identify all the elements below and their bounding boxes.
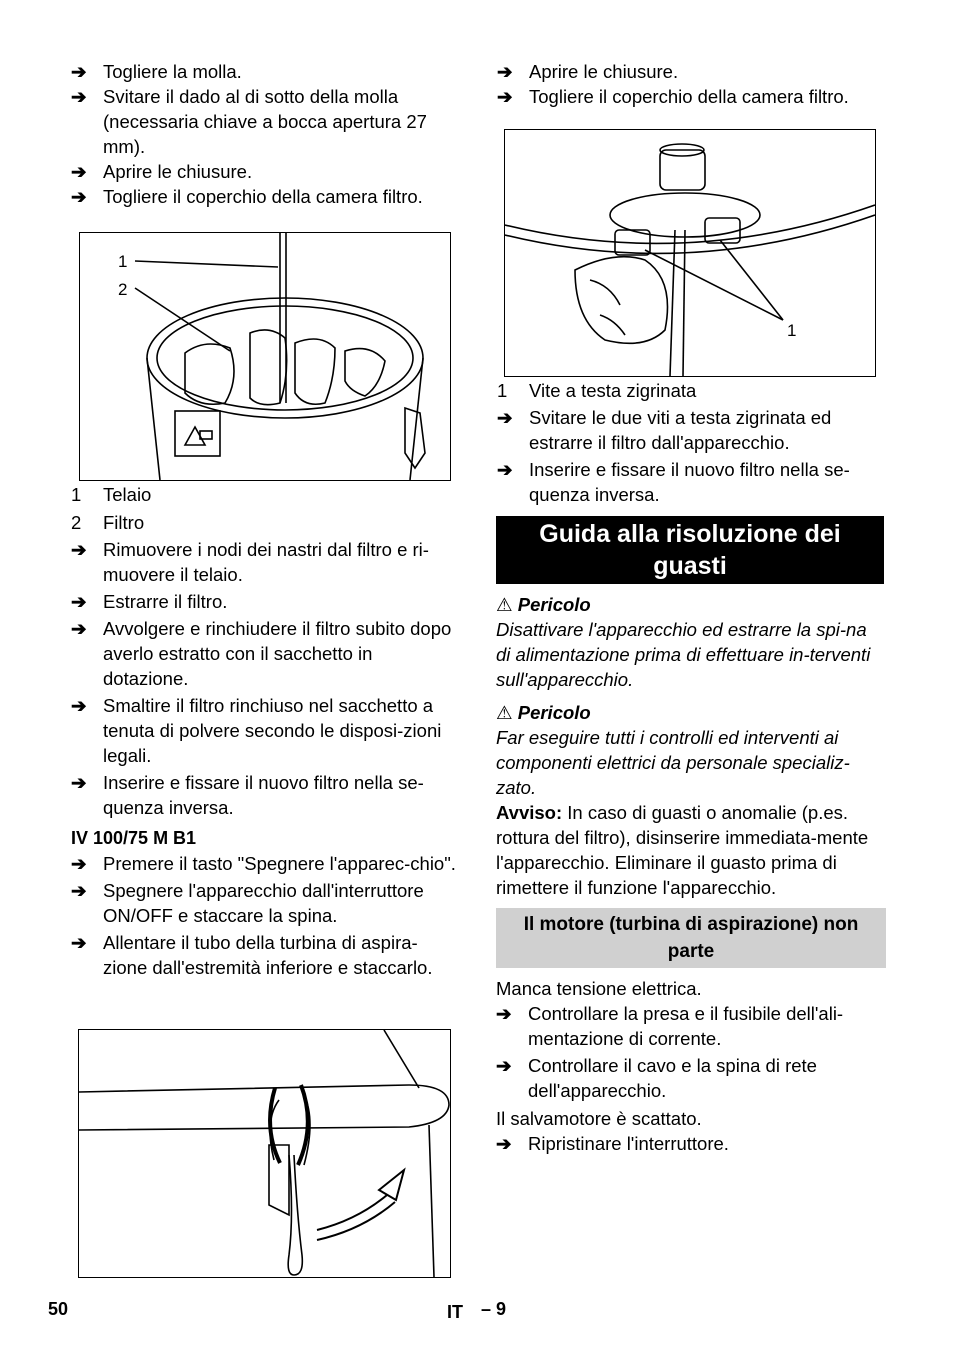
step-list [71, 537, 461, 820]
arrow-right-icon: ➔ [71, 618, 87, 639]
arrow-right-icon: ➔ [71, 591, 87, 612]
left-column-continued [71, 482, 461, 980]
arrow-right-icon: ➔ [71, 539, 87, 560]
model-heading: IV 100/75 M B1 [71, 828, 197, 848]
instruction-step: ➔ Svitare il dado al di sotto della molla (necessaria chiave a bocca apertura 27 mm). [71, 86, 427, 157]
instruction-step: ➔ Aprire le chiusure. [71, 161, 253, 182]
step-list [497, 405, 887, 507]
figure-legend [497, 378, 887, 403]
step-list [496, 1131, 884, 1156]
instruction-step: ➔ Spegnere l'apparecchio dall'interruttore ON/OFF e staccare la spina. [71, 880, 424, 926]
warning-triangle-icon: ⚠ [496, 702, 513, 723]
troubleshooting-section [496, 516, 884, 1156]
figure-hose-release [78, 1029, 451, 1278]
instruction-step: ➔ Avvolgere e rinchiudere il filtro subito dopo averlo estratto con il sacchetto in dotazione. [71, 618, 452, 689]
section-title: Guida alla risoluzione dei guasti [496, 516, 884, 584]
step-list [496, 1001, 884, 1103]
arrow-right-icon: ➔ [71, 86, 87, 107]
page-number: 50 [48, 1299, 69, 1319]
warning-text: Disattivare l'apparecchio ed estrarre la spi-na di alimentazione prima di effettuare in-terventi sull'apparecchio. [496, 619, 871, 690]
step-list [497, 59, 887, 109]
subsection-title: Il motore (turbina di aspirazione) non parte [496, 908, 886, 968]
instruction-step: ➔ Allentare il tubo della turbina di aspira-zione dall'estremità inferiore e staccarlo. [71, 932, 433, 978]
right-column [497, 59, 887, 109]
arrow-right-icon: ➔ [71, 161, 87, 182]
legend-item: 2 Filtro [71, 512, 145, 533]
arrow-right-icon: ➔ [497, 459, 513, 480]
figure-label: 2 [118, 280, 128, 299]
instruction-step: ➔ Controllare il cavo e la spina di rete dell'apparecchio. [496, 1055, 817, 1101]
arrow-right-icon: ➔ [496, 1003, 512, 1024]
instruction-step: ➔ Rimuovere i nodi dei nastri dal filtro e ri-muovere il telaio. [71, 539, 429, 585]
step-list [71, 851, 461, 980]
figure-label: 1 [118, 252, 128, 271]
figure-knurled-screws [504, 129, 876, 377]
cause-text: Il salvamotore è scattato. [496, 1108, 702, 1129]
legend-item: 1 Telaio [71, 484, 152, 505]
instruction-step: ➔ Togliere il coperchio della camera filtro. [497, 86, 849, 107]
instruction-step: ➔ Inserire e fissare il nuovo filtro nella se-quenza inversa. [497, 459, 850, 505]
arrow-right-icon: ➔ [71, 932, 87, 953]
legend-item: 1 Vite a testa zigrinata [497, 380, 697, 401]
arrow-right-icon: ➔ [71, 61, 87, 82]
instruction-step: ➔ Premere il tasto "Spegnere l'apparec-chio". [71, 853, 456, 874]
instruction-step: ➔ Inserire e fissare il nuovo filtro nella se-quenza inversa. [71, 772, 424, 818]
figure-legend [71, 482, 461, 535]
figure-filter-drum [79, 232, 451, 481]
arrow-right-icon: ➔ [497, 407, 513, 428]
instruction-step: ➔ Aprire le chiusure. [497, 61, 679, 82]
right-column-continued [497, 378, 887, 507]
instruction-step: ➔ Togliere la molla. [71, 61, 242, 82]
arrow-right-icon: ➔ [496, 1055, 512, 1076]
step-list [71, 59, 461, 209]
notice-label: Avviso: [496, 802, 563, 823]
arrow-right-icon: ➔ [71, 772, 87, 793]
warning-heading: ⚠ Pericolo [496, 702, 591, 723]
warning-heading: ⚠ Pericolo [496, 594, 591, 615]
hose-release-illustration [79, 1030, 450, 1277]
instruction-step: ➔ Smaltire il filtro rinchiuso nel sacchetto a tenuta di polvere secondo le disposi-zioni legali. [71, 695, 442, 766]
figure-label: 1 [787, 321, 797, 340]
language-code: IT [447, 1302, 463, 1322]
instruction-step: ➔ Togliere il coperchio della camera filtro. [71, 186, 423, 207]
filter-drum-illustration [80, 233, 450, 480]
instruction-step: ➔ Svitare le due viti a testa zigrinata ed estrarre il filtro dall'apparecchio. [497, 407, 832, 453]
instruction-step: ➔ Controllare la presa e il fusibile dell'ali-mentazione di corrente. [496, 1003, 844, 1049]
instruction-step: ➔ Estrarre il filtro. [71, 591, 228, 612]
arrow-right-icon: ➔ [71, 186, 87, 207]
warning-triangle-icon: ⚠ [496, 594, 513, 615]
left-column [71, 59, 461, 209]
arrow-right-icon: ➔ [496, 1133, 512, 1154]
cause-text: Manca tensione elettrica. [496, 978, 702, 999]
arrow-right-icon: ➔ [71, 853, 87, 874]
warning-text: Far eseguire tutti i controlli ed interventi ai componenti elettrici da personale specializ-zato. [496, 727, 850, 798]
arrow-right-icon: ➔ [71, 880, 87, 901]
arrow-right-icon: ➔ [497, 61, 513, 82]
notice-paragraph: Avviso: In caso di guasti o anomalie (p.es. rottura del filtro), disinserire immediata-mente l'apparecchio. Eliminare il guasto prima di rimettere il funzione l'apparecchio. [496, 802, 869, 898]
arrow-right-icon: ➔ [497, 86, 513, 107]
instruction-step: ➔ Ripristinare l'interruttore. [496, 1133, 729, 1154]
section-page-number: – 9 [481, 1299, 507, 1319]
knurled-screws-illustration [505, 130, 875, 376]
arrow-right-icon: ➔ [71, 695, 87, 716]
